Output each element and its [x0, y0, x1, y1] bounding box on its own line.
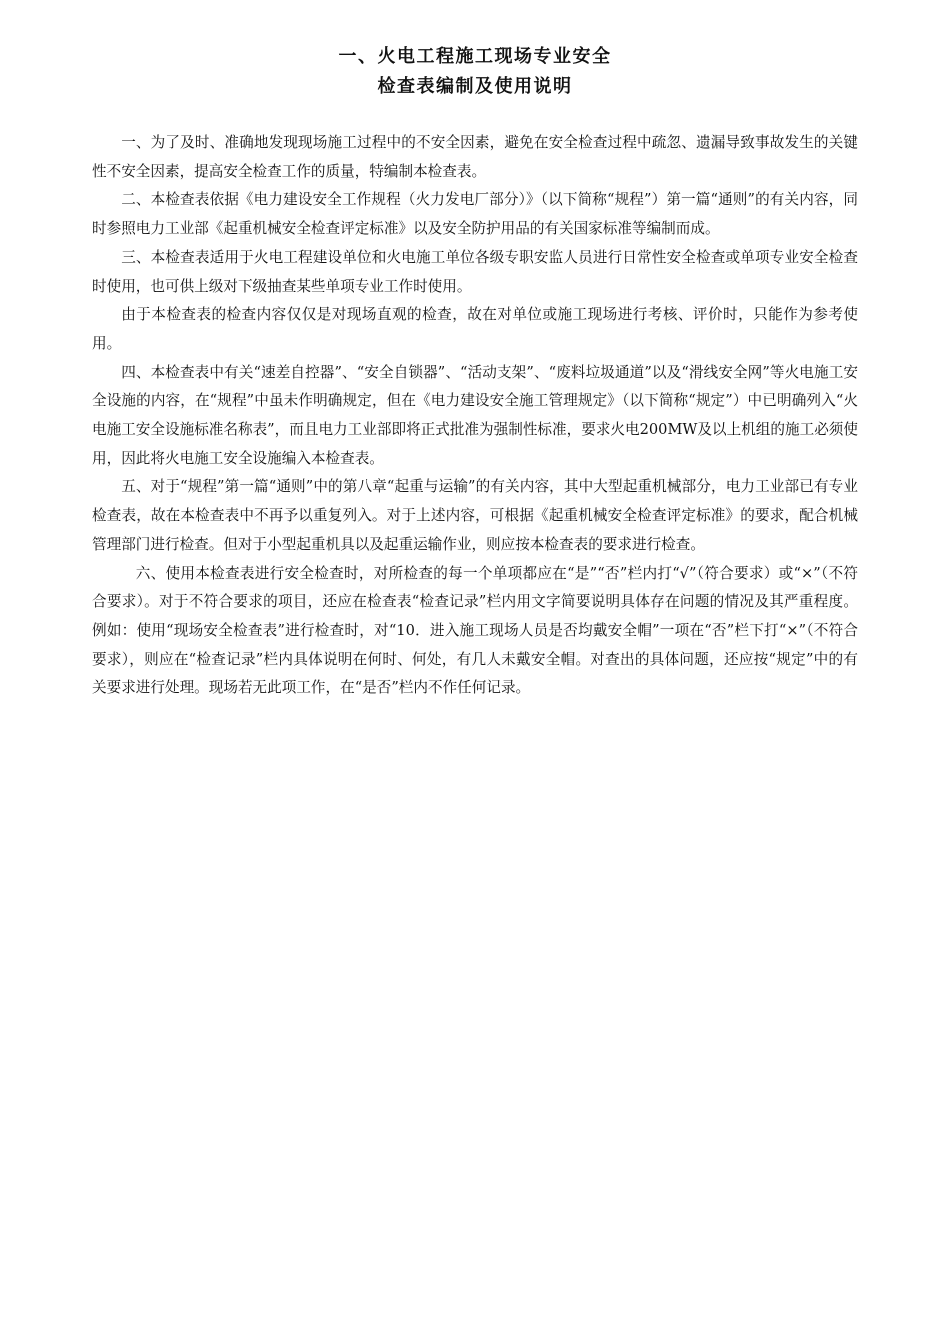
paragraph-6: 六、使用本检查表进行安全检查时，对所检查的每一个单项都应在“是”“否”栏内打“√”（符合要求）或“×”（不符合要求）。对于不符合要求的项目，还应在检查表“检查记录”栏内用文字简要说明具体存在问题的情况及其严重程度。例如：使用“现场安全检查表”进行检查时，对“10．进入施工现场人员是否均戴安全帽”一项在“否”栏下打“×”（不符合要求），则应在“检查记录”栏内具体说明在何时、何处，有几人未戴安全帽。对查出的具体问题，还应按“规定”中的有关要求进行处理。现场若无此项工作，在“是否”栏内不作任何记录。	[92, 564, 858, 697]
paragraph-4: 四、本检查表中有关“速差自控器”、“安全自锁器”、“活动支架”、“废料垃圾通道”以及“滑线安全网”等火电施工安全设施的内容，在“规程”中虽未作明确规定，但在《电力建设安全施工管理规定》（以下简称“规定”）中已明确列入“火电施工安全设施标准名称表”，而且电力工业部即将正式批准为强制性标准，要求火电200MW及以上机组的施工必须使用，因此将火电施工安全设施编入本检查表。	[92, 363, 858, 467]
paragraph-5: 五、对于“规程”第一篇“通则”中的第八章“起重与运输”的有关内容，其中大型起重机械部分，电力工业部已有专业检查表，故在本检查表中不再予以重复列入。对于上述内容，可根据《起重机械安全检查评定标准》的要求，配合机械管理部门进行检查。但对于小型起重机具以及起重运输作业，则应按本检查表的要求进行检查。	[92, 478, 858, 553]
document-body	[92, 129, 858, 703]
paragraph-2: 二、本检查表依据《电力建设安全工作规程（火力发电厂部分）》（以下简称“规程”）第一篇“通则”的有关内容，同时参照电力工业部《起重机械安全检查评定标准》以及安全防护用品的有关国家标准等编制而成。	[92, 191, 858, 238]
paragraph-note: 由于本检查表的检查内容仅仅是对现场直观的检查，故在对单位或施工现场进行考核、评价时，只能作为参考使用。	[92, 306, 858, 352]
title-line-2: 检查表编制及使用说明	[377, 76, 573, 97]
paragraph-1: 一、为了及时、准确地发现现场施工过程中的不安全因素，避免在安全检查过程中疏忽、遗漏导致事故发生的关键性不安全因素，提高安全检查工作的质量，特编制本检查表。	[92, 134, 858, 180]
document-title	[0, 42, 950, 102]
title-line-1: 一、火电工程施工现场专业安全	[338, 46, 612, 67]
paragraph-3: 三、本检查表适用于火电工程建设单位和火电施工单位各级专职安监人员进行日常性安全检查或单项专业安全检查时使用，也可供上级对下级抽查某些单项专业工作时使用。	[92, 248, 858, 295]
